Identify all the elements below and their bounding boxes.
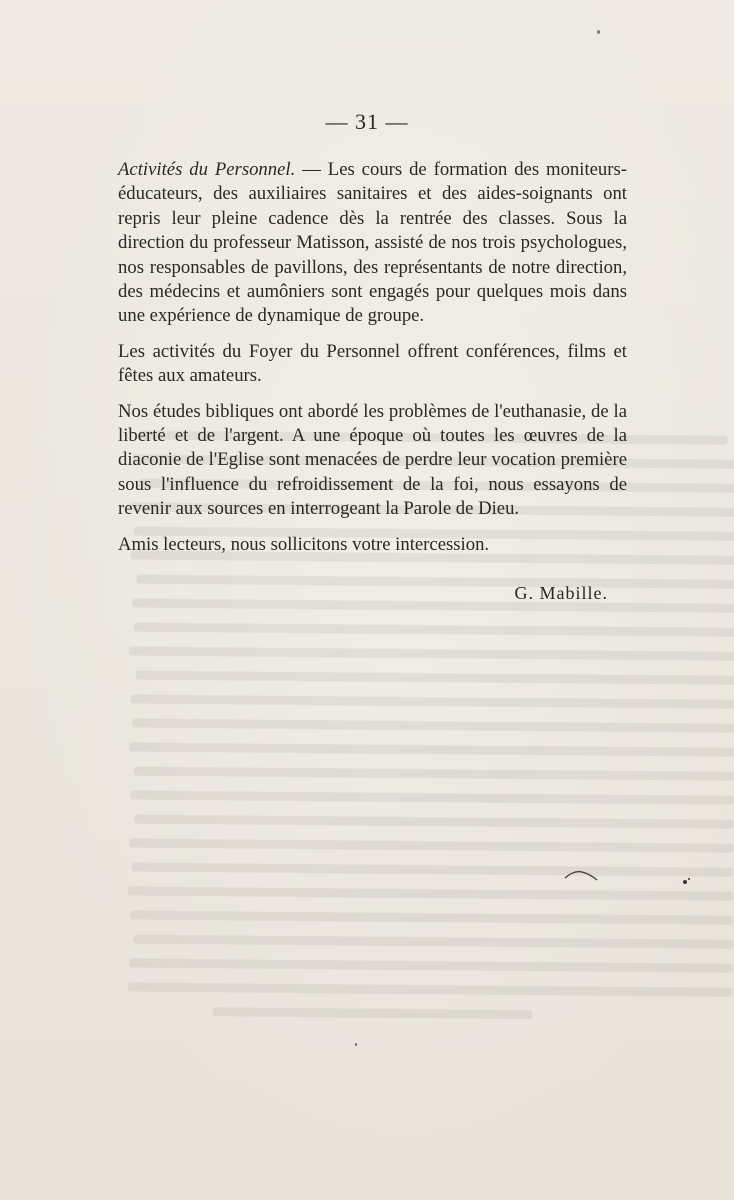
section-heading: Activités du Personnel. xyxy=(118,159,296,180)
paragraph-foyer: Les activités du Foyer du Personnel offrent conférences, films et fêtes aux amateurs. xyxy=(118,340,627,387)
paragraph-appel: Amis lecteurs, nous sollicitons votre intercession. xyxy=(118,533,490,555)
ink-speck xyxy=(597,30,600,34)
ink-speck xyxy=(683,880,687,884)
article-body xyxy=(118,158,627,568)
ink-speck xyxy=(355,1043,357,1046)
paragraph-activites xyxy=(118,158,627,329)
paragraph-etudes: Nos études bibliques ont abordé les problèmes de l'euthanasie, de la liberté et de l'argent. A une époque où toutes les œuvres de la diaconie de l'Eglise sont menacées de perdre leur vocation première sous l'influence du refroidissement de la foi, nous essayons de revenir aux sources en interrogeant la Parole de Dieu. xyxy=(118,400,627,520)
signature: G. Mabille. xyxy=(514,583,608,603)
pencil-mark xyxy=(564,868,598,882)
ink-speck xyxy=(688,878,690,880)
paragraph-activites-text: — Les cours de formation des moniteurs-éducateurs, des auxiliaires sanitaires et des aides-soignants ont repris leur pleine cadence dès la rentrée des classes. Sous la direction du professeur Matisson, assisté de nos trois psychologues, nos responsables de pavillons, des représentants de notre direction, des médecins et aumôniers sont engagés pour quelques mois dans une expérience de dynamique de groupe. xyxy=(118,159,627,327)
page-number: — 31 — xyxy=(325,109,409,134)
